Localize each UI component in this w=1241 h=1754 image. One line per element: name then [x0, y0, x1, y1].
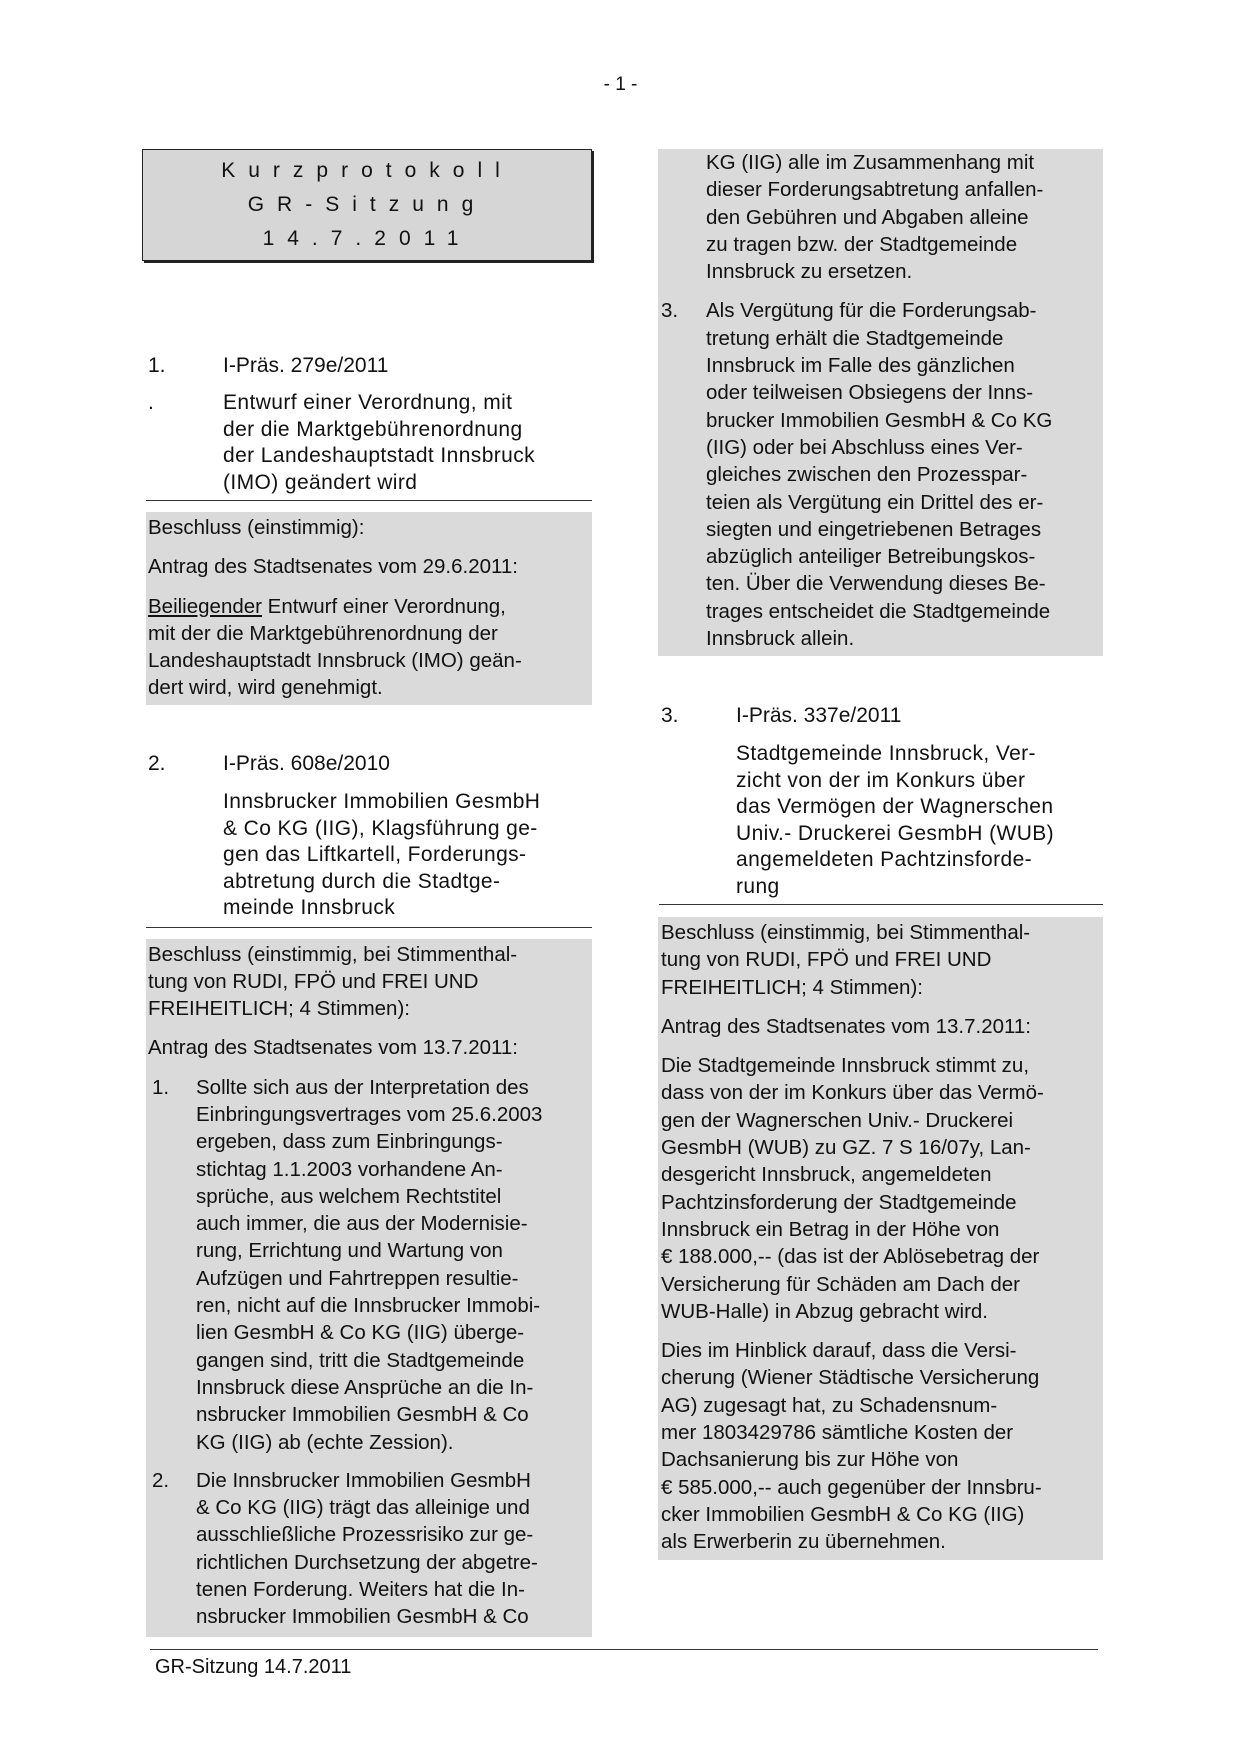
item-1-subject: Entwurf einer Verordnung, mit der die Marktgebührenordnung der Landeshauptstadt Innsbruck (IMO) geändert wird [223, 391, 536, 494]
item-1-text: Beiliegender Entwurf einer Verordnung, mit der die Marktgebührenordnung der Landeshauptstadt Innsbruck (IMO) geän- dert wird, wird genehmigt. [148, 594, 522, 700]
item-2-point-3: 3. Als Vergütung für die Forderungsab- tretung erhält die Stadtgemeinde Innsbruck im Falle des gänzlichen oder teilweisen Obsiegens der Inns- brucker Immobilien GesmbH & Co KG (IIG) oder bei Abschluss eines Ver- gleiches zwischen den Prozesspar- teien als Vergütung ein Drittel des er- siegten und eingetriebenen Betrages abzüglich anteiliger Betreibungskos- ten. Über die Verwendung dieses Be- trages entscheidet die Stadtgemeinde Innsbruck allein. [661, 299, 1053, 651]
item-2-beschluss: Beschluss (einstimmig, bei Stimmenthal- tung von RUDI, FPÖ und FREI UND FREIHEITLICH; 4 Stimmen): [148, 942, 518, 1021]
item-2-rule [146, 927, 592, 928]
item-2-decision-box [146, 939, 592, 1637]
title-line-2: GR-Sitzung [247, 193, 487, 216]
item-2 [148, 750, 592, 1637]
item-1-rule [146, 500, 592, 501]
item-2-point-2: 2. Die Innsbrucker Immobilien GesmbH & Co KG (IIG) trägt das alleinige und ausschließliche Prozessrisiko zur ge- richtlichen Durchsetzung der abgetre- tenen Forderung. Weiters hat die In- nsbrucker Immobilien GesmbH & Co [152, 1468, 538, 1629]
item-1 [148, 352, 592, 705]
item-2-reference: I-Präs. 608e/2010 [223, 752, 390, 775]
item-2-point-2-continued: KG (IIG) alle im Zusammenhang mit dieser Forderungsabtretung anfallen- den Gebühren und Abgaben alleine zu tragen bzw. der Stadtgemeinde Innsbruck zu ersetzen. [706, 151, 1044, 284]
title-line-3: 14.7.2011 [262, 227, 472, 250]
item-1-reference: I-Präs. 279e/2011 [223, 354, 389, 377]
item-3-antrag: Antrag des Stadtsenates vom 13.7.2011: [661, 1014, 1032, 1038]
title-line-1: Kurzprotokoll [221, 159, 513, 182]
item-3-paragraph-1: Die Stadtgemeinde Innsbruck stimmt zu, dass von der im Konkurs über das Vermö- gen der Wagnerschen Univ.- Druckerei GesmbH (WUB) zu GZ. 7 S 16/07y, Lan- desgericht Innsbruck, angemeldeten Pachtzinsforderung der Stadtgemeinde Innsbruck ein Betrag in der Höhe von € 188.000,-- (das ist der Ablösebetrag der Versicherung für Schäden am Dach der WUB-Halle) in Abzug gebracht wird. [661, 1054, 1044, 1323]
title-box [142, 149, 592, 261]
footer-rule [150, 1649, 1098, 1650]
item-3-rule [659, 904, 1103, 905]
item-1-dot: . [148, 391, 155, 414]
item-2-point-1: 1. Sollte sich aus der Interpretation des Einbringungsvertrages vom 25.6.2003 ergeben, dass zum Einbringungs- stichtag 1.1.2003 vorhandene An- sprüche, aus welchem Rechtstitel auch immer, die aus der Modernisie- rung, Errichtung und Wartung von Aufzügen und Fahrtreppen resultie- ren, nicht auf die Innsbrucker Immobi- lien GesmbH & Co KG (IIG) überge- gangen sind, tritt die Stadtgemeinde Innsbruck diese Ansprüche an die In- nsbrucker Immobilien GesmbH & Co KG (IIG) ab (echte Zession). [152, 1075, 543, 1454]
item-3-paragraph-2: Dies im Hinblick darauf, dass die Versi- cherung (Wiener Städtische Versicherung AG) zugesagt hat, zu Schadensnum- mer 1803429786 sämtliche Kosten der Dachsanierung bis zur Höhe von € 585.000,-- auch gegenüber der Innsbru- cker Immobilien GesmbH & Co KG (IIG) als Erwerberin zu übernehmen. [661, 1339, 1042, 1554]
item-2-antrag: Antrag des Stadtsenates vom 13.7.2011: [148, 1036, 519, 1060]
item-3-subject: Stadtgemeinde Innsbruck, Ver- zicht von der im Konkurs über das Vermögen der Wagnerschen Univ.- Druckerei GesmbH (WUB) angemeldeten Pachtzinsforde- rung [736, 742, 1055, 898]
item-3-number: 3. [661, 704, 679, 727]
item-2-subject: Innsbrucker Immobilien GesmbH & Co KG (IIG), Klagsführung ge- gen das Liftkartell, Forderungs- abtretung durch die Stadtge- meinde Innsbruck [223, 790, 541, 919]
item-2-number: 2. [148, 752, 166, 775]
footer-text: GR-Sitzung 14.7.2011 [155, 1656, 352, 1678]
item-1-number: 1. [148, 354, 166, 377]
item-3-decision-box [658, 917, 1103, 1560]
item-3 [661, 702, 1103, 1560]
item-1-beschluss: Beschluss (einstimmig): [148, 516, 365, 539]
item-1-decision-box [146, 512, 592, 705]
item-2-continuation-box [658, 149, 1103, 656]
item-1-antrag: Antrag des Stadtsenates vom 29.6.2011: [148, 555, 519, 579]
item-3-reference: I-Präs. 337e/2011 [736, 704, 902, 727]
page-number: - 1 - [603, 74, 638, 95]
item-3-beschluss: Beschluss (einstimmig, bei Stimmenthal- tung von RUDI, FPÖ und FREI UND FREIHEITLICH; 4 Stimmen): [661, 921, 1031, 999]
